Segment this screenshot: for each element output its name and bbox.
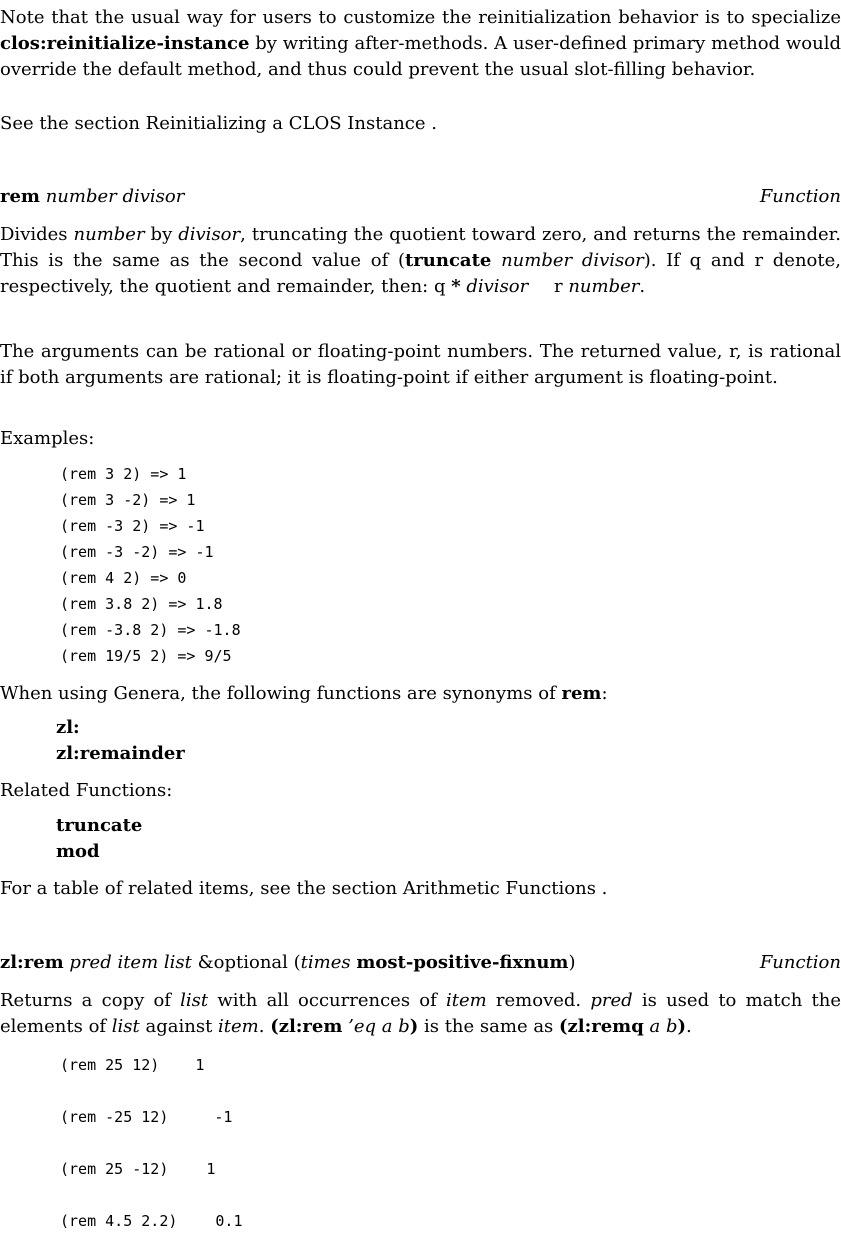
operator: * — [451, 276, 461, 297]
code-example: (rem 3 2) => 1 — [60, 465, 187, 483]
example-expr: (rem 25 -12) — [60, 1160, 169, 1178]
text: Divides — [0, 224, 74, 245]
function-name: rem — [561, 683, 602, 704]
function-name: clos:reinitialize-instance — [0, 33, 250, 54]
arg: item — [218, 1016, 259, 1037]
text: When using Genera, the following functions are synonyms of — [0, 683, 562, 704]
example-result: 1 — [206, 1160, 216, 1178]
text: . — [258, 1016, 271, 1037]
text: Note that the usual way for users to customize the reinitialization behavior is to specialize — [0, 7, 841, 28]
code-example: (rem -3 2) => -1 — [60, 517, 205, 535]
text: ). If q and r denote, respectively, the quotient and remainder, then: q — [0, 250, 841, 297]
arg: divisor — [178, 224, 241, 245]
arg: number — [568, 276, 640, 297]
code-example: (rem 19/5 2) => 9/5 — [60, 647, 232, 665]
related-label: Related Functions: — [0, 780, 173, 801]
text: For a table of related items, see the section — [0, 878, 403, 899]
text: r — [548, 276, 569, 297]
code-example — [60, 1053, 204, 1077]
example-result: 0.1 — [215, 1212, 243, 1230]
arg: a b — [643, 1016, 678, 1037]
text: . — [639, 276, 646, 297]
code-ref: (zl:rem — [270, 1016, 343, 1037]
section-link[interactable]: Reinitializing a CLOS Instance — [145, 113, 426, 134]
zlrem-entry-header — [0, 951, 841, 975]
rem-entry-header — [0, 185, 841, 209]
code-example: (rem 3 -2) => 1 — [60, 491, 196, 509]
code-example: (rem -3.8 2) => -1.8 — [60, 621, 241, 639]
entry-kind: Function — [759, 952, 841, 973]
arg: ’eq a b — [342, 1016, 410, 1037]
arg: list — [111, 1016, 140, 1037]
text: : — [601, 683, 608, 704]
arg: divisor — [460, 276, 529, 297]
code-ref: ) — [409, 1016, 419, 1037]
text: . — [595, 878, 608, 899]
arg: number divisor — [491, 250, 644, 271]
function-name: truncate — [404, 250, 492, 271]
code-ref: (zl:remq — [559, 1016, 644, 1037]
code-example: (rem -3 -2) => -1 — [60, 543, 214, 561]
example-expr: (rem -25 12) — [60, 1108, 169, 1126]
genera-synonyms-line — [0, 682, 841, 706]
code-example — [60, 1105, 232, 1129]
related-item — [56, 840, 100, 864]
related-name: mod — [56, 841, 100, 862]
entry-args: number divisor — [45, 186, 185, 207]
arg: number — [73, 224, 145, 245]
text: &optional ( — [197, 952, 301, 973]
related-item — [56, 814, 142, 838]
code-example — [60, 1209, 243, 1233]
zlrem-description — [0, 988, 841, 1040]
text: , truncating the quotient toward zero, and returns the remainder. This is the same as the second value of ( — [0, 224, 841, 271]
arg: list — [180, 990, 209, 1011]
synonym-item — [56, 742, 185, 766]
see-section-line — [0, 112, 841, 136]
text: by — [144, 224, 179, 245]
rem-args-paragraph: The arguments can be rational or floating-point numbers. The returned value, r, is rational if both arguments are rational; it is floating-point if either argument is floating-point. — [0, 341, 841, 388]
arg: item — [445, 990, 487, 1011]
synonym-name: zl:remainder — [56, 743, 185, 764]
example-result: 1 — [195, 1056, 205, 1074]
text: Returns a copy of — [0, 990, 181, 1011]
text: ) — [568, 952, 576, 973]
examples-label: Examples: — [0, 428, 95, 449]
text: is the same as — [418, 1016, 560, 1037]
text: removed. — [486, 990, 591, 1011]
example-expr: (rem 4.5 2.2) — [60, 1212, 178, 1230]
arg: pred — [590, 990, 633, 1011]
code-ref: ) — [677, 1016, 687, 1037]
text: See the section — [0, 113, 146, 134]
arg: times — [300, 952, 351, 973]
section-link[interactable]: Arithmetic Functions — [402, 878, 596, 899]
entry-args: pred item list — [69, 952, 192, 973]
text: . — [425, 113, 437, 134]
entry-name: zl:rem — [0, 952, 64, 973]
synonym-name: zl: — [56, 717, 80, 738]
entry-kind: Function — [759, 186, 841, 207]
entry-name: rem — [0, 186, 40, 207]
code-example: (rem 4 2) => 0 — [60, 569, 187, 587]
related-name: truncate — [56, 815, 143, 836]
text: with all occurrences of — [208, 990, 446, 1011]
text: . — [686, 1016, 692, 1037]
code-example — [60, 1157, 215, 1181]
synonym-item — [56, 716, 80, 740]
text: is used to match the elements of — [0, 990, 841, 1037]
table-ref-line — [0, 877, 841, 901]
rem-description — [0, 222, 841, 300]
example-expr: (rem 25 12) — [60, 1056, 160, 1074]
text: against — [139, 1016, 219, 1037]
text: by writing after-methods. A user-defined primary method would override the default method, and thus could prevent the usual slot-filling behavior. — [0, 33, 841, 80]
code-example: (rem 3.8 2) => 1.8 — [60, 595, 223, 613]
constant-name: most-positive-fixnum — [356, 952, 569, 973]
intro-paragraph — [0, 5, 841, 83]
example-result: -1 — [214, 1108, 233, 1126]
